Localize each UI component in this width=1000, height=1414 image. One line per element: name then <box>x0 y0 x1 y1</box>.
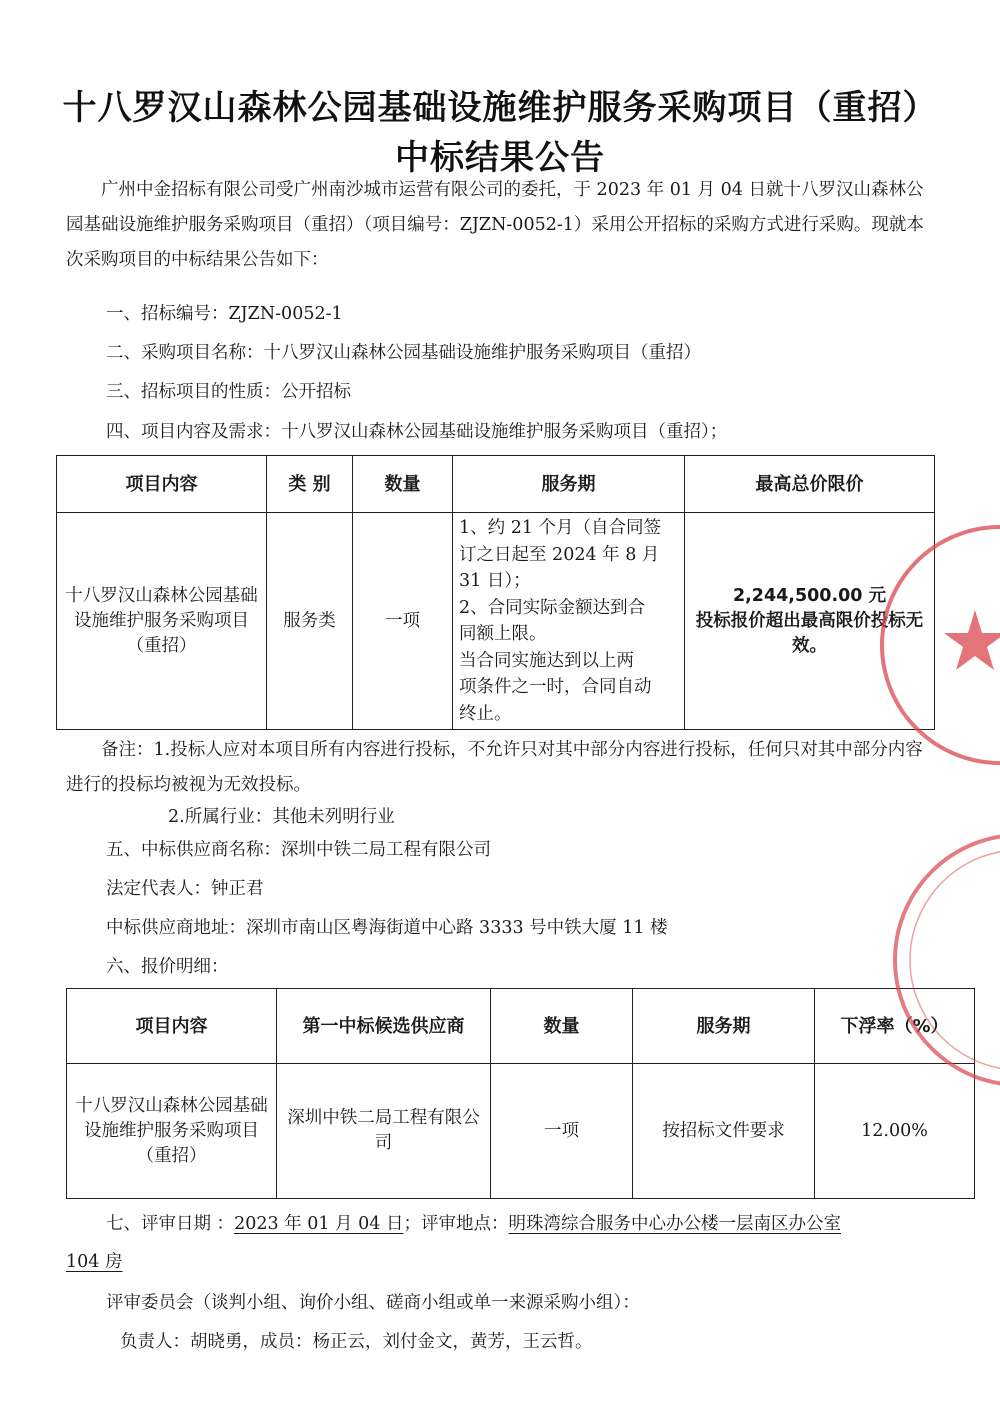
header-supplier: 第一中标候选供应商 <box>277 989 491 1064</box>
section-3-nature: 三、招标项目的性质：公开招标 <box>106 382 351 402</box>
project-content-table <box>56 455 935 730</box>
review-label: 七、评审日期 ： <box>106 1214 235 1234</box>
seal-stamp-icon <box>880 830 1000 1090</box>
section-4-content: 四、项目内容及需求：十八罗汉山森林公园基础设施维护服务采购项目（重招）； <box>106 422 728 442</box>
header-period: 服务期 <box>633 989 815 1064</box>
period-line: 同额上限。 <box>459 624 547 644</box>
period-line: 当合同实施达到以上两 <box>459 650 634 671</box>
cell-content: 十八罗汉山森林公园基础设施维护服务采购项目（重招） <box>57 513 267 730</box>
cell-category: 服务类 <box>267 513 353 730</box>
title-line-2: 中标结果公告 <box>395 138 605 178</box>
cell-rate: 12.00% <box>815 1064 975 1199</box>
section-1-bid-number: 一、招标编号：ZJZN-0052-1 <box>106 304 343 324</box>
review-committee: 评审委员会（谈判小组、询价小组、磋商小组或单一来源采购小组）： <box>106 1293 640 1313</box>
table-row <box>57 513 935 730</box>
period-line: 项条件之一时，合同自动 <box>459 677 652 697</box>
review-members: 负责人：胡晓勇，成员：杨正云，刘付金文，黄芳，王云哲。 <box>120 1332 593 1352</box>
review-separator: ；评审地点： <box>403 1214 509 1234</box>
section-5-winner: 五、中标供应商名称：深圳中铁二局工程有限公司 <box>106 840 491 860</box>
period-line: 2、合同实际金额达到合 <box>459 597 646 618</box>
header-content: 项目内容 <box>67 989 277 1064</box>
cell-supplier: 深圳中铁二局工程有限公司 <box>277 1064 491 1199</box>
period-line: 订之日起至 2024 年 8 月 <box>459 544 660 565</box>
header-period: 服务期 <box>453 456 685 513</box>
cell-quantity: 一项 <box>491 1064 633 1199</box>
winner-address: 中标供应商地址：深圳市南山区粤海街道中心路 3333 号中铁大厦 11 楼 <box>106 918 668 938</box>
quote-detail-table <box>66 988 975 1199</box>
review-place: 明珠湾综合服务中心办公楼一层南区办公室 <box>508 1214 841 1234</box>
section-2-project-name: 二、采购项目名称：十八罗汉山森林公园基础设施维护服务采购项目（重招） <box>106 343 701 363</box>
table-row <box>67 1064 975 1199</box>
title-line-1: 十八罗汉山森林公园基础设施维护服务采购项目（重招） <box>62 88 938 128</box>
table-header-row <box>57 456 935 513</box>
period-line: 终止。 <box>459 703 512 724</box>
period-line: 1、约 21 个月（自合同签 <box>459 518 662 538</box>
legal-representative: 法定代表人：钟正君 <box>106 879 264 899</box>
note-1: 备注：1.投标人应对本项目所有内容进行投标，不允许只对其中部分内容进行投标，任何只对其中部分内容进行的投标均被视为无效投标。 <box>66 740 923 795</box>
max-price-note: 投标报价超出最高限价投标无效。 <box>695 610 924 656</box>
header-rate: 下浮率（%） <box>815 989 975 1064</box>
header-category: 类 别 <box>267 456 353 513</box>
table-header-row <box>67 989 975 1064</box>
header-quantity: 数量 <box>353 456 453 513</box>
period-line: 31 日）； <box>459 571 531 591</box>
section-6-quote: 六、报价明细： <box>106 957 229 977</box>
review-date: 2023 年 01 月 04 日 <box>234 1214 404 1234</box>
cell-period: 按招标文件要求 <box>633 1064 815 1199</box>
intro-paragraph: 广州中金招标有限公司受广州南沙城市运营有限公司的委托，于 2023 年 01 月 04 日就十八罗汉山森林公园基础设施维护服务采购项目（重招）（项目编号：ZJZN-0052-1）采用公开招标的采购方式进行采购。现就本次采购项目的中标结果公告如下： <box>66 180 924 270</box>
cell-quantity: 一项 <box>353 513 453 730</box>
cell-content: 十八罗汉山森林公园基础设施维护服务采购项目（重招） <box>67 1064 277 1199</box>
seal-stamp-icon <box>860 525 1000 765</box>
section-7-review <box>106 1212 841 1236</box>
cell-period <box>453 513 685 730</box>
review-room: 104 房 <box>66 1252 123 1272</box>
header-content: 项目内容 <box>57 456 267 513</box>
header-max-price: 最高总价限价 <box>685 456 935 513</box>
note-2: 2.所属行业：其他未列明行业 <box>168 807 395 827</box>
header-quantity: 数量 <box>491 989 633 1064</box>
max-price-value: 2,244,500.00 元 <box>732 585 887 606</box>
